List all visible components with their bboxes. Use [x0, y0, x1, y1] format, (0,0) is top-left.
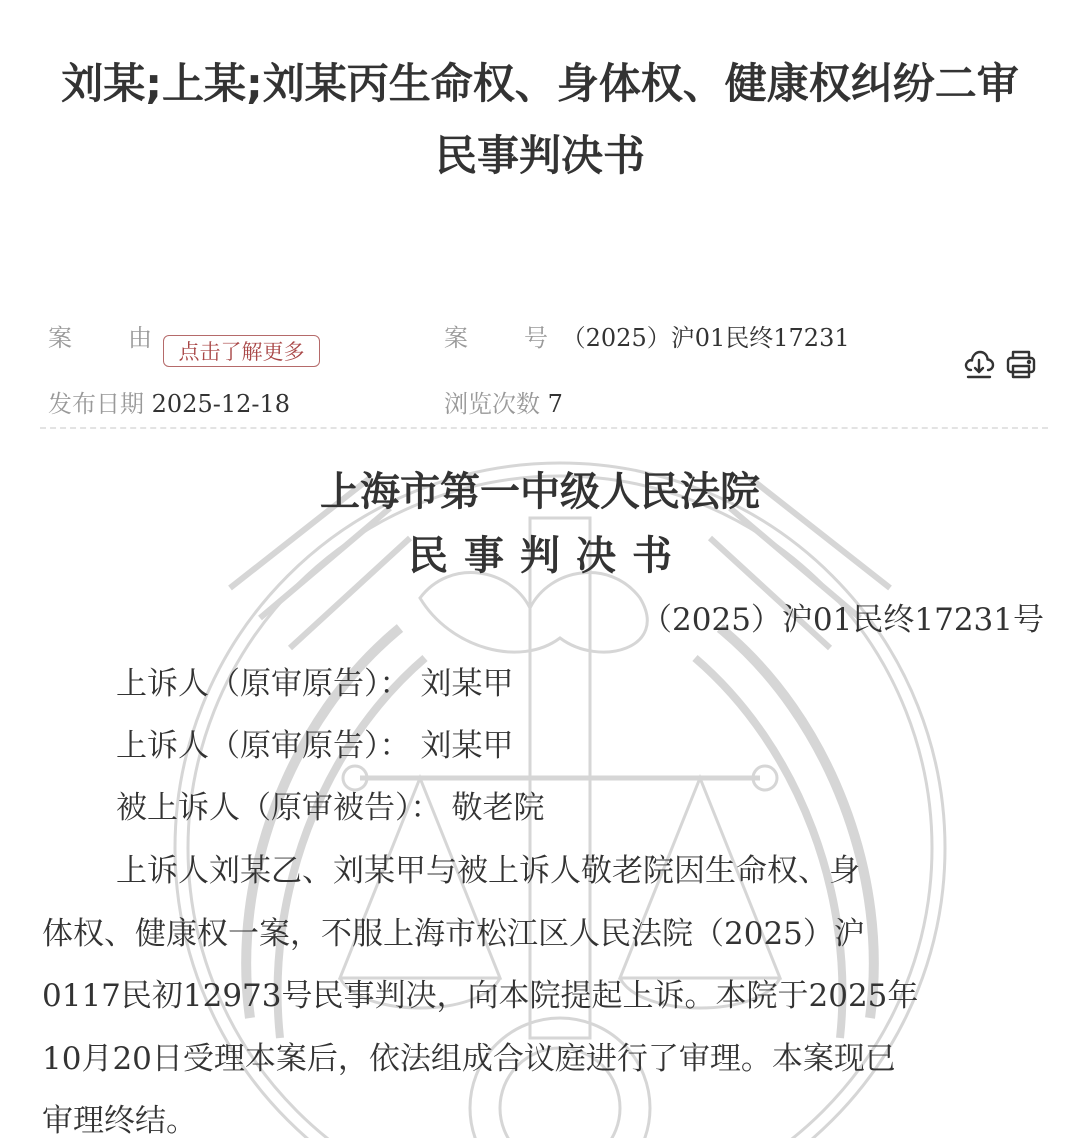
- publish-date-field: [48, 384, 290, 419]
- printer-icon: [1004, 347, 1038, 381]
- party-role: 上诉人（原审原告）：: [116, 666, 411, 702]
- body-line: 上诉人刘某乙、刘某甲与被上诉人敬老院因生命权、身: [116, 853, 860, 889]
- court-name: 上海市第一中级人民法院: [320, 469, 760, 515]
- cause-field: [48, 318, 152, 353]
- learn-more-button[interactable]: 点击了解更多: [163, 335, 320, 367]
- view-count-label: 浏览次数: [444, 390, 540, 418]
- case-number-field: [444, 318, 850, 353]
- document-type: 民事判决书: [408, 533, 688, 579]
- party-name: 刘某甲: [420, 728, 514, 764]
- body-line: 审理终结。: [42, 1103, 197, 1138]
- party-role: 被上诉人（原审被告）：: [116, 790, 442, 826]
- cloud-download-icon: [962, 347, 996, 381]
- party-role: 上诉人（原审原告）：: [116, 728, 411, 764]
- view-count-field: [444, 384, 563, 419]
- page-title: [0, 48, 1080, 192]
- party-name: 敬老院: [451, 790, 545, 826]
- body-line: 体权、健康权一案，不服上海市松江区人民法院（2025）沪: [42, 915, 865, 952]
- document-case-number: （2025）沪01民终17231号: [641, 602, 1044, 638]
- party-name: 刘某甲: [420, 666, 514, 702]
- party-appellee: [116, 782, 545, 827]
- case-number-label: 案 号: [444, 324, 548, 352]
- body-line: 0117民初12973号民事判决，向本院提起上诉。本院于2025年: [42, 978, 919, 1014]
- page-title-line2: 民事判决书: [434, 131, 645, 180]
- page-title-line1: 刘某;上某;刘某丙生命权、身体权、健康权纠纷二审: [61, 59, 1019, 108]
- print-button[interactable]: [1004, 347, 1038, 381]
- case-number-value: （2025）沪01民终17231: [561, 324, 850, 352]
- meta-divider: [40, 427, 1048, 429]
- cause-label: 案 由: [48, 324, 152, 352]
- body-line: 10月20日受理本案后，依法组成合议庭进行了审理。本案现已: [42, 1040, 896, 1077]
- judgment-document: [0, 440, 1080, 1138]
- party-appellant-1: [116, 658, 514, 703]
- view-count-value: 7: [547, 390, 563, 418]
- party-appellant-2: [116, 720, 514, 765]
- publish-date-label: 发布日期: [48, 390, 144, 418]
- publish-date-value: 2025-12-18: [151, 390, 291, 418]
- download-button[interactable]: [962, 347, 996, 381]
- judgment-body-paragraph: [42, 840, 1042, 1138]
